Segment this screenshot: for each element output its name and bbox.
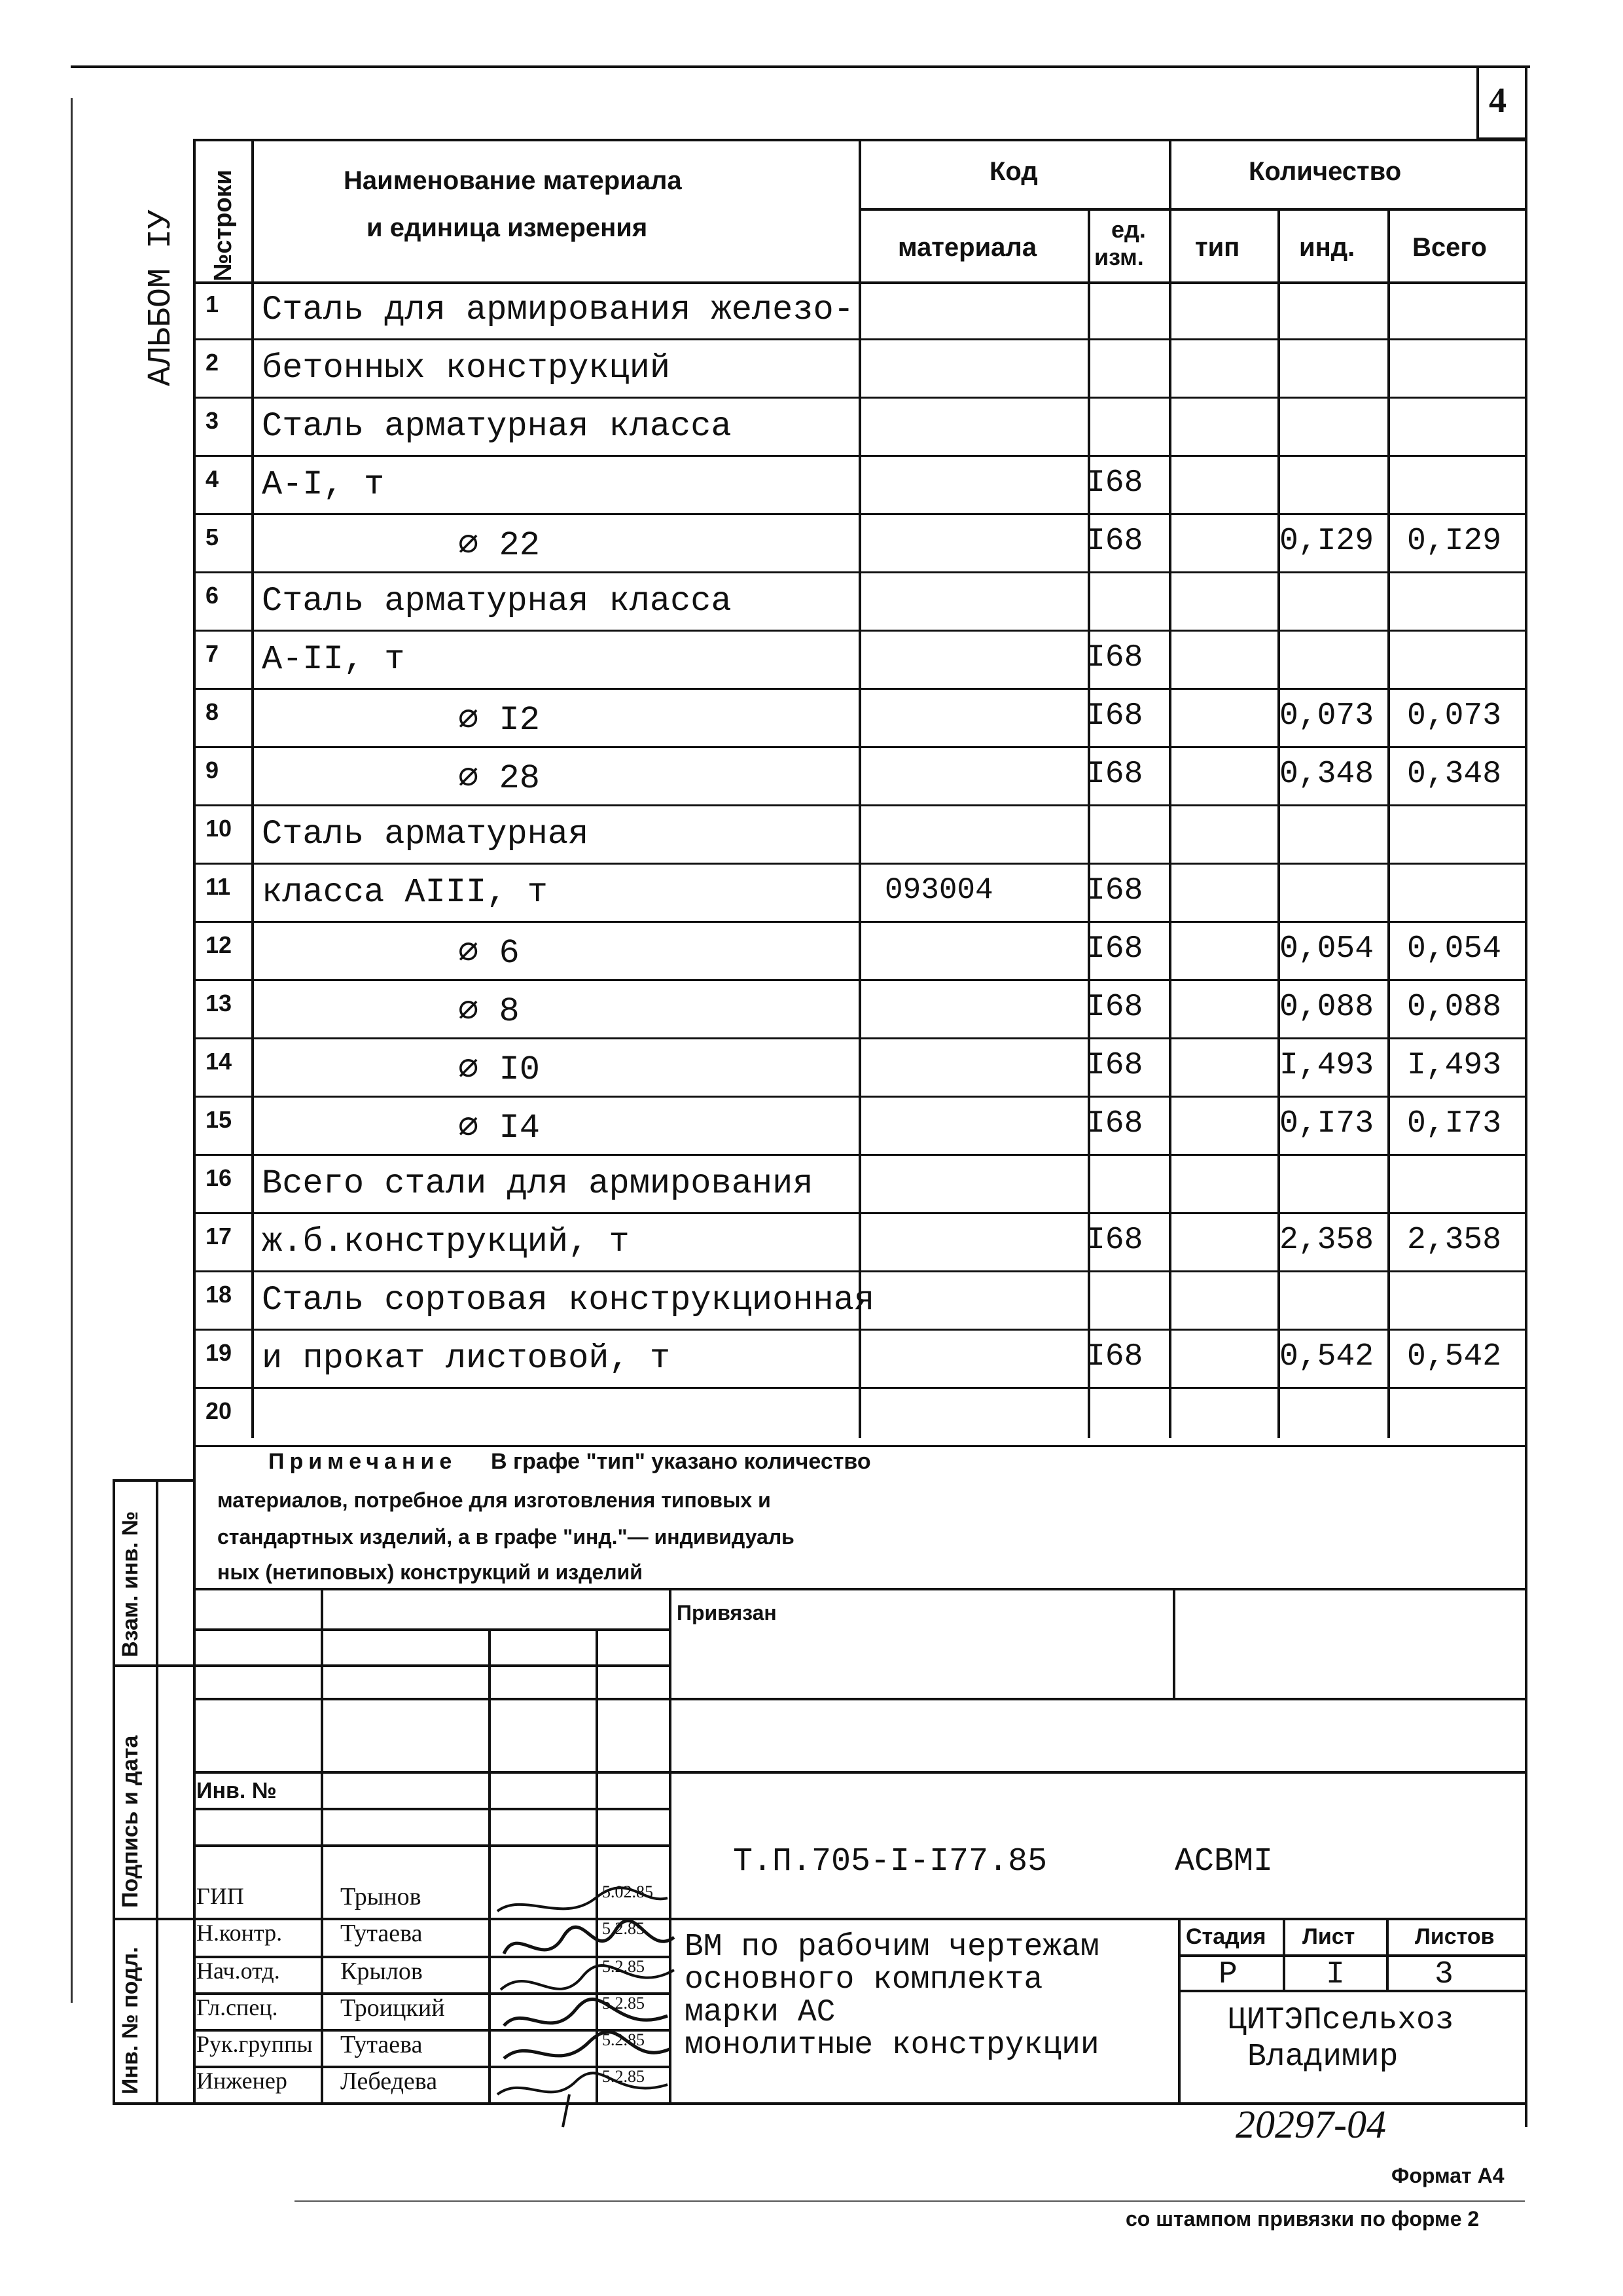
row-line (193, 513, 1527, 515)
sheets-label: Листов (1415, 1924, 1495, 1949)
bottom-rule (294, 2200, 1525, 2202)
row-name: ж.б.конструкций, т (262, 1223, 630, 1261)
row-name: Всего стали для армирования (262, 1164, 813, 1203)
row-name: Сталь сортовая конструкционная (262, 1281, 875, 1319)
stamp-role: Гл.спец. (196, 1994, 278, 2020)
stamp-line-f (193, 1844, 669, 1847)
stamp-person: Тутаева (340, 1920, 423, 1947)
row-ind: 0,I73 (1279, 1106, 1374, 1141)
sheet-value: I (1326, 1957, 1345, 1992)
row-number: 10 (205, 815, 232, 842)
row-total: 0,I29 (1407, 524, 1502, 559)
row-name: ∅ 6 (458, 934, 520, 973)
row-number: 11 (205, 873, 231, 900)
binding-margin-line (71, 98, 73, 2003)
signatures-mark (484, 1885, 681, 2134)
row-number: 9 (205, 757, 219, 783)
note-line-3: стандартных изделий, а в графе "инд."— индивидуаль (217, 1525, 794, 1549)
stamp-date: 5.2.85 (602, 1957, 645, 1976)
side-stamp-div1 (113, 1664, 195, 1667)
row-unit: I68 (1086, 990, 1143, 1025)
note-line-1: В графе "тип" указано количество (491, 1449, 871, 1474)
stamp-privyazan: Привязан (677, 1601, 777, 1624)
stamp-date: 5.2.85 (602, 1919, 645, 1938)
row-name: Сталь арматурная (262, 815, 589, 853)
row-number: 7 (205, 640, 219, 667)
row-line (193, 1387, 1527, 1389)
side-stamp-outer (113, 1479, 115, 2104)
row-number: 6 (205, 582, 219, 609)
side-stamp-podpis: Подпись и дата (118, 1735, 143, 1908)
row-name: А-I, т (262, 465, 385, 504)
side-stamp-inner (156, 1479, 158, 2104)
row-line (193, 1329, 1527, 1331)
row-line (193, 1037, 1527, 1039)
stamp-date: 5.02.85 (602, 1882, 653, 1901)
row-number: 14 (205, 1048, 232, 1075)
row-unit: I68 (1086, 1223, 1143, 1258)
stamp-role: Инженер (196, 2068, 287, 2094)
row-total: 0,542 (1407, 1339, 1502, 1374)
row-line (193, 863, 1527, 865)
stamp-date: 5.2.85 (602, 1994, 645, 2013)
row-name: класса АIII, т (262, 873, 548, 912)
row-line (193, 571, 1527, 573)
row-name: и прокат листовой, т (262, 1339, 671, 1378)
row-number: 15 (205, 1106, 232, 1133)
row-line (193, 979, 1527, 981)
row-number: 18 (205, 1281, 232, 1308)
stamp-role: Н.контр. (196, 1920, 283, 1946)
row-number: 12 (205, 931, 232, 958)
header-name: Наименование материала (344, 166, 682, 195)
note-bottom-line (193, 1588, 1527, 1590)
row-number: 3 (205, 407, 219, 434)
row-unit: I68 (1086, 873, 1143, 908)
stamp-date: 5.2.85 (602, 2030, 645, 2049)
bottom-note: со штампом привязки по форме 2 (1126, 2207, 1480, 2231)
org-name: ЦИТЭПсельхоз (1228, 2003, 1454, 2038)
stamp-line-d (193, 1771, 1527, 1774)
format-label: Формат А4 (1391, 2164, 1505, 2187)
stamp-line-b (193, 1664, 669, 1667)
stamp-title-4: монолитные конструкции (685, 2028, 1099, 2063)
sheets-value: 3 (1435, 1957, 1454, 1992)
row-unit: I68 (1086, 465, 1143, 501)
row-line (193, 397, 1527, 399)
row-total: 0,073 (1407, 698, 1502, 734)
row-number: 5 (205, 524, 219, 550)
row-ind: 2,358 (1279, 1223, 1374, 1258)
row-line (193, 338, 1527, 340)
side-stamp-top (113, 1479, 195, 1482)
row-line (193, 455, 1527, 457)
stage-block-left (1178, 1918, 1181, 2105)
row-name: Сталь для армирования железо- (262, 291, 854, 329)
stage-label: Стадия (1186, 1924, 1266, 1949)
page-number: 4 (1489, 81, 1507, 120)
side-stamp-vzam: Взам. инв. № (118, 1511, 143, 1657)
header-code: Код (990, 157, 1038, 186)
row-ind: I,493 (1279, 1048, 1374, 1083)
row-line (193, 804, 1527, 806)
row-ind: 0,073 (1279, 698, 1374, 734)
stamp-col-privyazan (1173, 1588, 1175, 1699)
row-line (193, 746, 1527, 748)
handwritten-number: 20297-04 (1236, 2103, 1386, 2146)
side-stamp-inv-podl: Инв. № подл. (118, 1946, 143, 2094)
row-ind: 0,I29 (1279, 524, 1374, 559)
stamp-doc-code: Т.П.705-I-I77.85 (733, 1843, 1048, 1880)
row-line (193, 630, 1527, 632)
row-name: ∅ I2 (458, 701, 540, 740)
header-code-unit: ед. (1111, 216, 1146, 243)
note-lead: Примечание (268, 1449, 457, 1474)
stamp-line-a (193, 1628, 669, 1631)
row-unit: I68 (1086, 698, 1143, 734)
row-unit: I68 (1086, 1106, 1143, 1141)
stamp-inv-no: Инв. № (196, 1778, 277, 1803)
row-name: ∅ 8 (458, 992, 520, 1031)
col-line-num (251, 139, 254, 1438)
header-qty-ind: инд. (1299, 233, 1355, 262)
row-ind: 0,542 (1279, 1339, 1374, 1374)
stamp-role: Рук.группы (196, 2031, 313, 2057)
stamp-line-e (193, 1808, 669, 1810)
stamp-person: Тутаева (340, 2031, 423, 2058)
header-code-material: материала (898, 233, 1037, 262)
header-quantity: Количество (1249, 157, 1402, 186)
stamp-right-line (1525, 1588, 1527, 2105)
header-mid-line (859, 208, 1525, 211)
row-line (193, 921, 1527, 923)
stamp-role: Нач.отд. (196, 1958, 280, 1984)
row-ind: 0,054 (1279, 931, 1374, 967)
header-qty-type: тип (1195, 233, 1240, 262)
stamp-title-3: марки АС (685, 1995, 836, 2030)
col-line-name (859, 139, 861, 1438)
row-name: Сталь арматурная класса (262, 407, 732, 446)
page-number-box-left (1476, 65, 1479, 139)
frame-top-line (71, 65, 1530, 68)
row-ind: 0,348 (1279, 757, 1374, 792)
stamp-title-1: ВМ по рабочим чертежам (685, 1929, 1099, 1965)
row-number: 1 (205, 291, 219, 317)
row-unit: I68 (1086, 640, 1143, 675)
row-number: 17 (205, 1223, 232, 1249)
row-number: 13 (205, 990, 232, 1016)
row-total: 0,I73 (1407, 1106, 1502, 1141)
row-number: 2 (205, 349, 219, 376)
row-unit: I68 (1086, 1048, 1143, 1083)
row-name: А-II, т (262, 640, 405, 679)
note-line-4: ных (нетиповых) конструкций и изделий (217, 1560, 643, 1584)
header-code-unit2: изм. (1094, 243, 1144, 270)
row-number: 16 (205, 1164, 232, 1191)
stamp-line-c (193, 1698, 669, 1700)
row-total: 2,358 (1407, 1223, 1502, 1258)
row-name: бетонных конструкций (262, 349, 671, 387)
side-stamp-div2 (113, 1918, 195, 1920)
row-ind: 0,088 (1279, 990, 1374, 1025)
header-qty-total: Всего (1412, 233, 1487, 262)
row-line (193, 1270, 1527, 1272)
stamp-person: Лебедева (340, 2068, 438, 2095)
row-name: ∅ 22 (458, 526, 540, 565)
stamp-person: Трынов (340, 1883, 421, 1910)
stamp-date: 5.2.85 (602, 2067, 645, 2086)
row-number: 8 (205, 698, 219, 725)
stage-value: Р (1219, 1957, 1238, 1992)
header-row-no: №строки (209, 170, 237, 281)
stamp-person: Троицкий (340, 1994, 445, 2022)
col-line-unit (1169, 139, 1171, 1438)
row-code: 093004 (885, 873, 993, 907)
col-line-ind (1387, 208, 1390, 1438)
row-line (193, 688, 1527, 690)
row-name: ∅ I4 (458, 1109, 540, 1147)
row-number: 4 (205, 465, 219, 492)
row-unit: I68 (1086, 757, 1143, 792)
row-number: 20 (205, 1397, 232, 1424)
row-line (193, 1212, 1527, 1214)
stamp-title-2: основного комплекта (685, 1962, 1043, 1998)
row-name: Сталь арматурная класса (262, 582, 732, 620)
row-total: 0,348 (1407, 757, 1502, 792)
row-unit: I68 (1086, 1339, 1143, 1374)
header-name-unit: и единица измерения (366, 213, 648, 242)
row-line (193, 1096, 1527, 1098)
row-number: 19 (205, 1339, 232, 1366)
row-unit: I68 (1086, 931, 1143, 967)
stamp-role: ГИП (196, 1883, 244, 1909)
note-line-2: материалов, потребное для изготовления типовых и (217, 1488, 771, 1512)
row-total: 0,088 (1407, 990, 1502, 1025)
stamp-doc-mark: АСВМI (1175, 1843, 1274, 1880)
stamp-privyazan-bottom (669, 1698, 1527, 1700)
row-name: ∅ I0 (458, 1050, 540, 1089)
row-total: 0,054 (1407, 931, 1502, 967)
stamp-person: Крылов (340, 1958, 423, 1985)
sheet-label: Лист (1302, 1924, 1355, 1949)
row-line (193, 1445, 1527, 1447)
row-unit: I68 (1086, 524, 1143, 559)
row-line (193, 1154, 1527, 1156)
row-name: ∅ 28 (458, 759, 540, 798)
album-label: АЛЬБОМ IУ (143, 209, 180, 386)
org-city: Владимир (1247, 2039, 1399, 2075)
row-total: I,493 (1407, 1048, 1502, 1083)
